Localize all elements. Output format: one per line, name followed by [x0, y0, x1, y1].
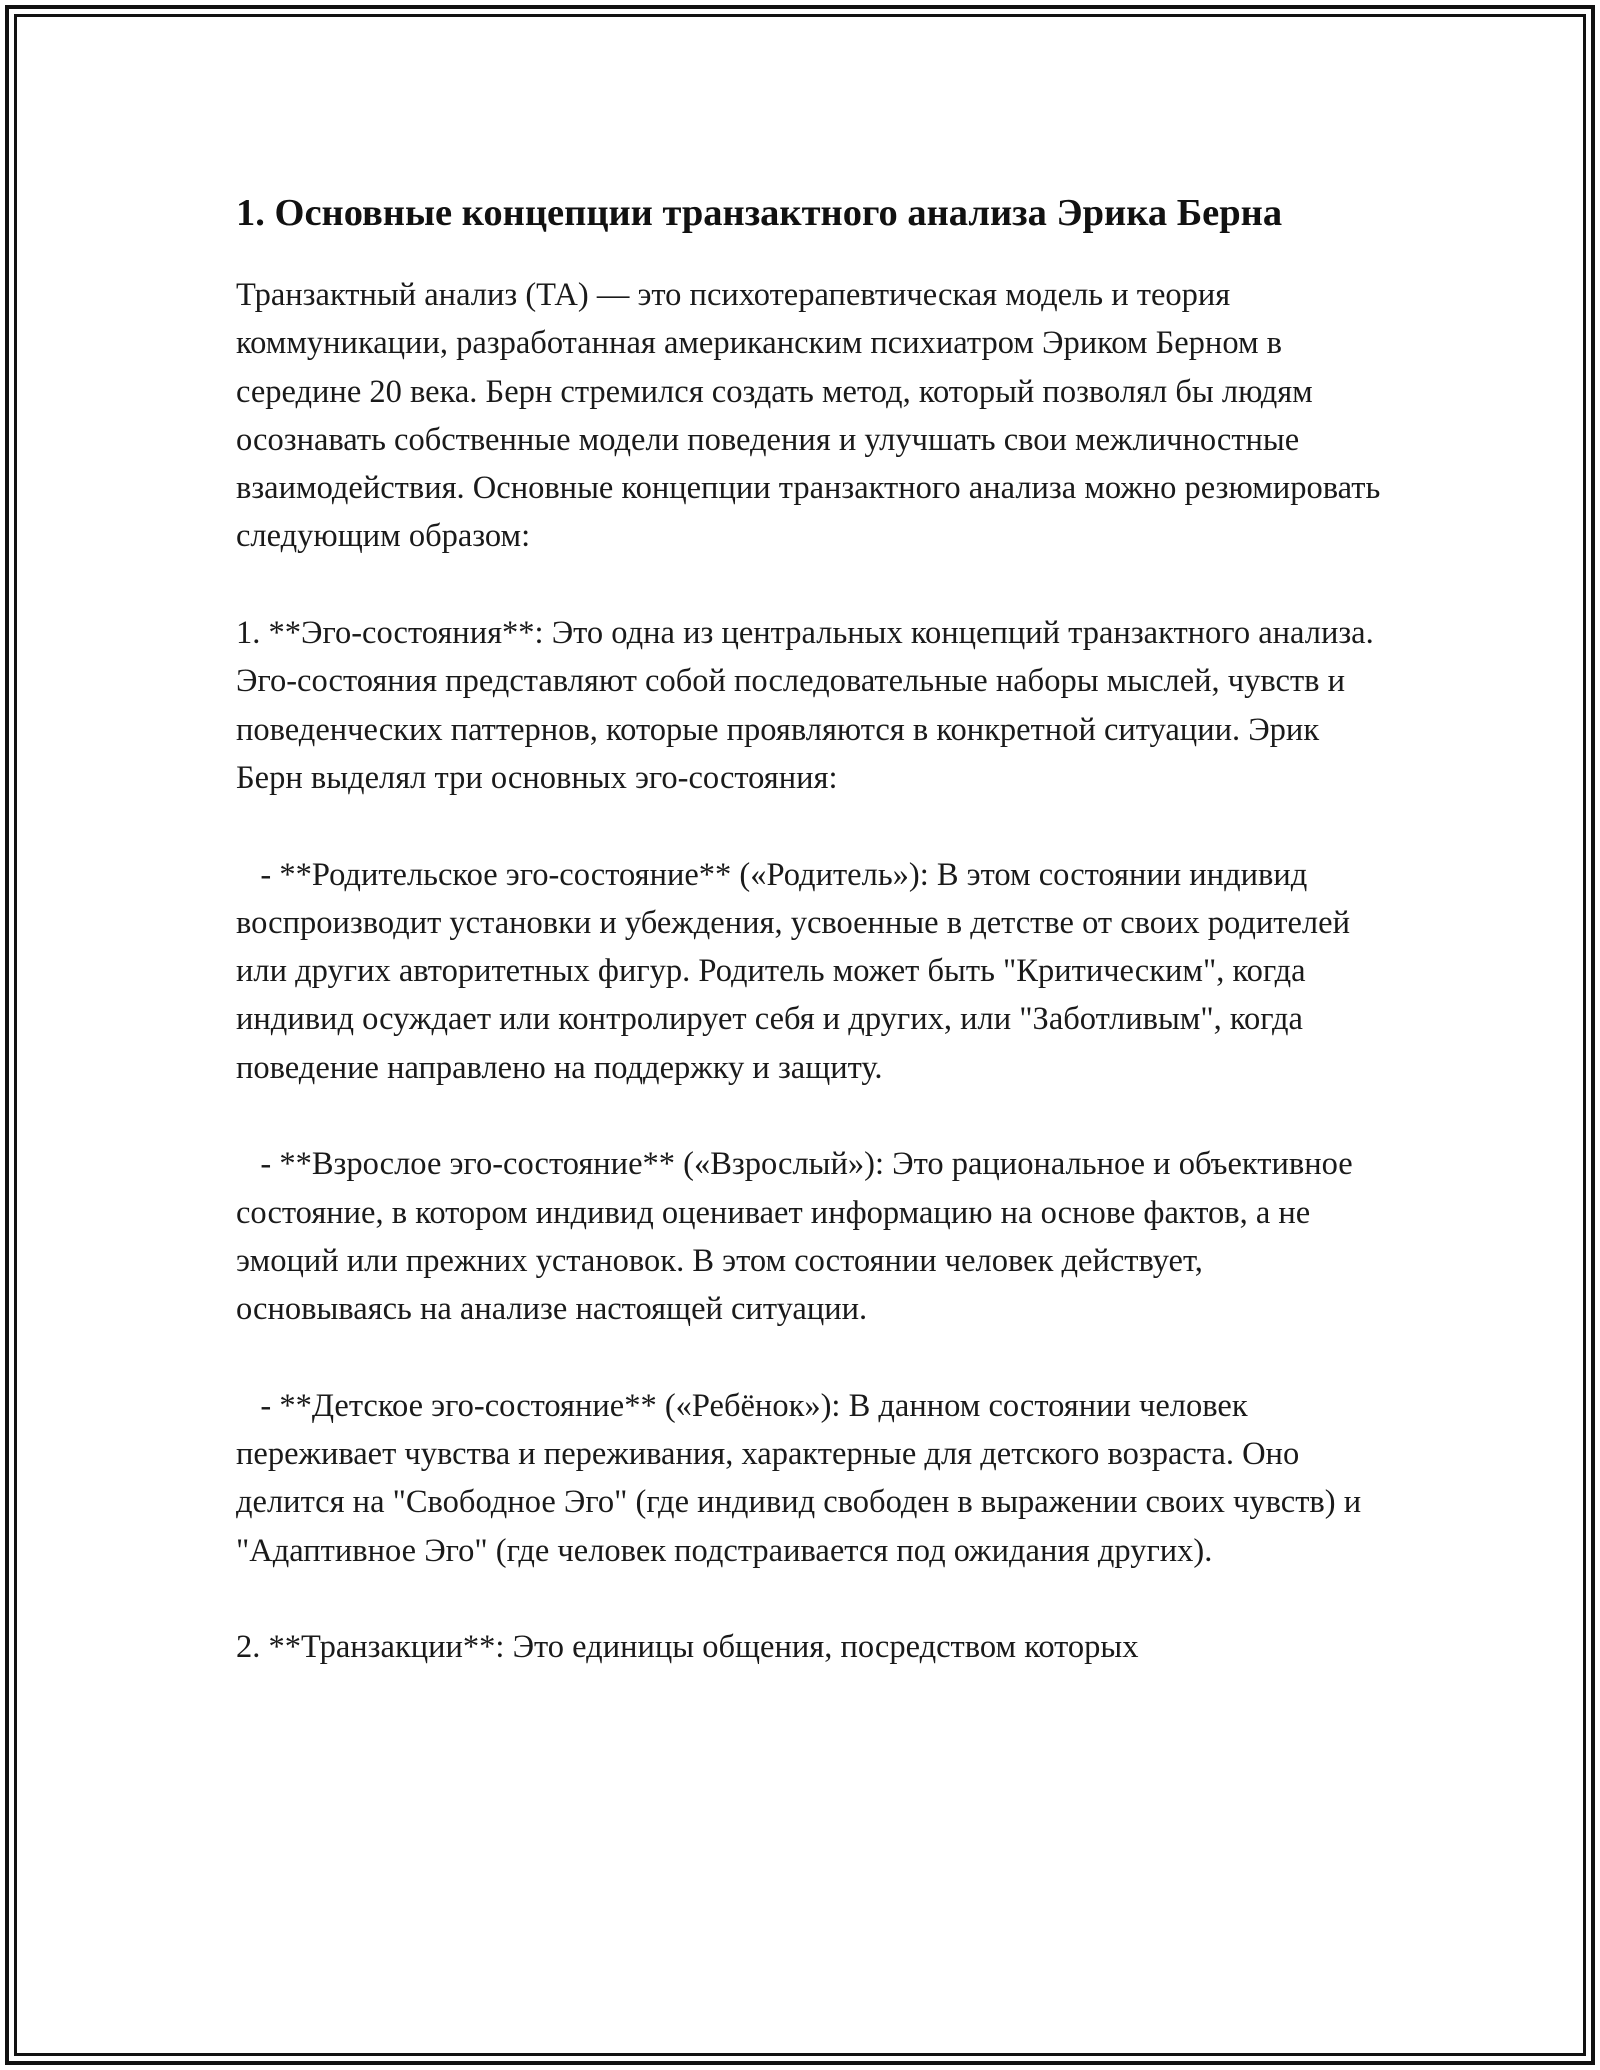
- sub-item-child: - **Детское эго-состояние** («Ребёнок»): В данном состоянии человек переживает чувства и переживания, характерные для детского возраста. Оно делится на "Свободное Эго" (где индивид свободен в выражении своих чувств) и "Адаптивное Эго" (где человек подстраивается под ожидания других).: [236, 1387, 1370, 1569]
- paragraph-gap: [236, 1092, 1386, 1140]
- paragraph-gap: [236, 802, 1386, 850]
- paragraph-gap: [236, 1334, 1386, 1382]
- list-item-ego-states: 1. **Эго-состояния**: Это одна из центральных концепций транзактного анализа. Эго-состояния представляют собой последовательные наборы мыслей, чувств и поведенческих паттернов, которые проявляются в конкретной ситуации. Эрик Берн выделял три основных эго-состояния:: [236, 615, 1382, 796]
- sub-item-adult: - **Взрослое эго-состояние** («Взрослый»): Это рациональное и объективное состояние, в котором индивид оценивает информацию на основе фактов, а не эмоций или прежних установок. В этом состоянии человек действует, основываясь на анализе настоящей ситуации.: [236, 1146, 1361, 1328]
- paragraph-gap: [236, 561, 1386, 609]
- intro-paragraph: Транзактный анализ (ТА) — это психотерапевтическая модель и теория коммуникации, разработанная американским психиатром Эриком Берном в середине 20 века. Берн стремился создать метод, который позволял бы людям осознавать собственные модели поведения и улучшать свои межличностные взаимодействия. Основные концепции транзактного анализа можно резюмировать следующим образом:: [236, 277, 1389, 555]
- list-item-transactions: 2. **Транзакции**: Это единицы общения, посредством которых: [236, 1629, 1139, 1666]
- paragraph-gap: [236, 1575, 1386, 1623]
- sub-item-parent: - **Родительское эго-состояние** («Родитель»): В этом состоянии индивид воспроизводит установки и убеждения, усвоенные в детстве от своих родителей или других авторитетных фигур. Родитель может быть "Критическим", когда индивид осуждает или контролирует себя и других, или "Заботливым", когда поведение направлено на поддержку и защиту.: [236, 856, 1359, 1086]
- document-body: [236, 186, 1389, 1672]
- document-title: 1. Основные концепции транзактного анализа Эрика Берна: [236, 192, 1283, 234]
